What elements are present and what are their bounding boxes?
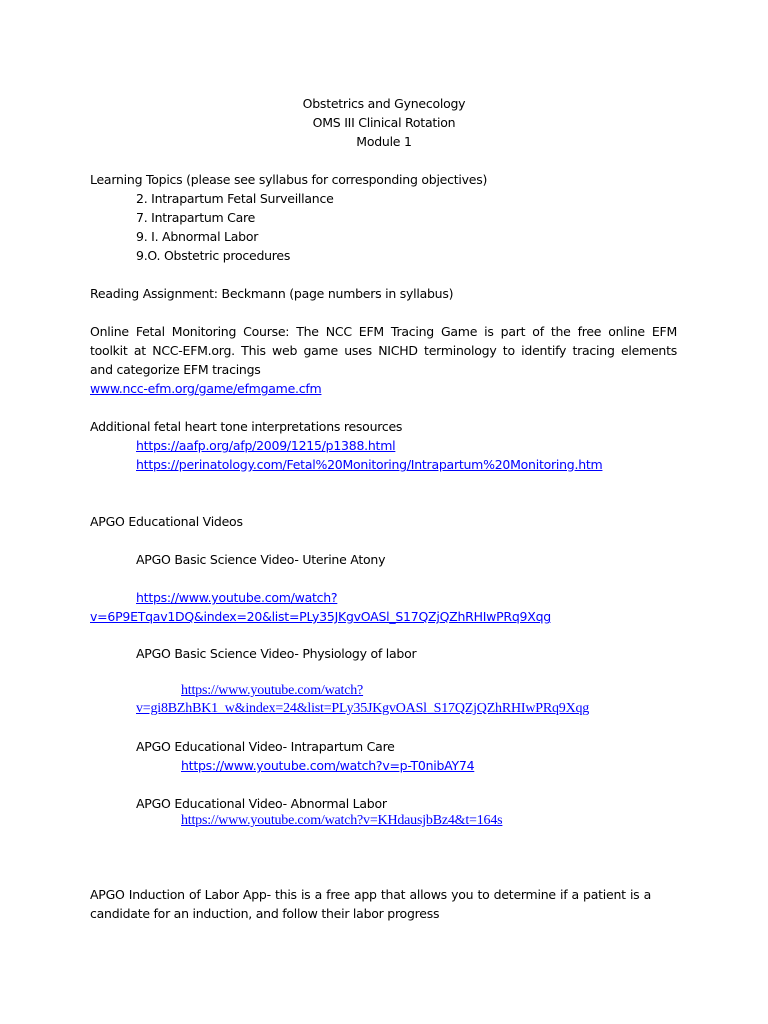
abnormal-labor-video-link[interactable]: https://www.youtube.com/watch?v=KHdausjbBz4&t=164s: [181, 813, 503, 828]
learning-topic-item: 2. Intrapartum Fetal Surveillance: [136, 191, 334, 206]
learning-topic-item: 9.O. Obstetric procedures: [136, 248, 291, 263]
document-title: Obstetrics and Gynecology: [302, 96, 466, 111]
perinatology-link[interactable]: https://perinatology.com/Fetal%20Monitoring/Intrapartum%20Monitoring.htm: [136, 457, 603, 472]
intrapartum-care-video-link[interactable]: https://www.youtube.com/watch?v=p-T0nibAY74: [181, 758, 475, 773]
learning-topics-heading: Learning Topics (please see syllabus for corresponding objectives): [90, 172, 488, 187]
video-title: APGO Educational Video- Intrapartum Care: [136, 739, 395, 754]
module-label: Module 1: [356, 134, 412, 149]
online-course-text: toolkit at NCC-EFM.org. This web game uses NICHD terminology to identify tracing elements: [90, 343, 677, 358]
reading-assignment: Reading Assignment: Beckmann (page numbers in syllabus): [90, 286, 454, 301]
learning-topic-item: 7. Intrapartum Care: [136, 210, 256, 225]
document-subtitle: OMS III Clinical Rotation: [312, 115, 456, 130]
aafp-link[interactable]: https://aafp.org/afp/2009/1215/p1388.html: [136, 438, 396, 453]
video-title: APGO Basic Science Video- Uterine Atony: [136, 552, 386, 567]
induction-app-text: candidate for an induction, and follow their labor progress: [90, 906, 440, 921]
online-course-text: Online Fetal Monitoring Course: The NCC EFM Tracing Game is part of the free online EFM: [90, 324, 677, 339]
uterine-atony-video-link[interactable]: https://www.youtube.com/watch?: [136, 590, 338, 605]
additional-resources-heading: Additional fetal heart tone interpretations resources: [90, 419, 403, 434]
learning-topic-item: 9. I. Abnormal Labor: [136, 229, 259, 244]
physiology-labor-video-link[interactable]: https://www.youtube.com/watch?: [181, 683, 364, 698]
apgo-videos-heading: APGO Educational Videos: [90, 514, 243, 529]
online-course-text: and categorize EFM tracings: [90, 362, 261, 377]
efm-game-link[interactable]: www.ncc-efm.org/game/efmgame.cfm: [90, 381, 322, 396]
uterine-atony-video-link-cont[interactable]: v=6P9ETqav1DQ&index=20&list=PLy35JKgvOASl_S17QZjQZhRHIwPRq9Xqg: [90, 609, 551, 624]
video-title: APGO Basic Science Video- Physiology of labor: [136, 646, 417, 661]
induction-app-text: APGO Induction of Labor App- this is a free app that allows you to determine if a patient is a: [90, 887, 651, 902]
physiology-labor-video-link-cont[interactable]: v=gi8BZhBK1_w&index=24&list=PLy35JKgvOASl_S17QZjQZhRHIwPRq9Xqg: [136, 701, 590, 716]
video-title: APGO Educational Video- Abnormal Labor: [136, 796, 387, 811]
